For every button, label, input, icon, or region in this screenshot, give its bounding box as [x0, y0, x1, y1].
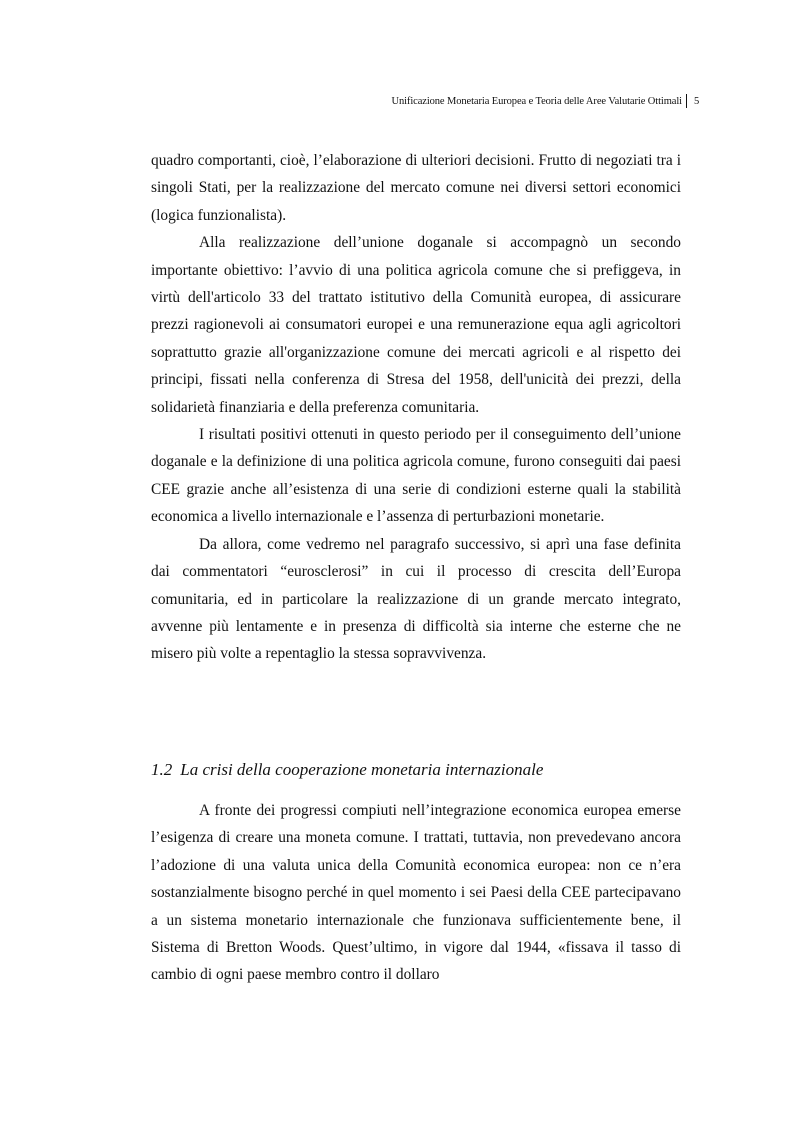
paragraph: Alla realizzazione dell’unione doganale si accompagnò un secondo importante obiettivo: l’avvio di una politica agricola comune che si prefiggeva, in virtù dell'articolo 33 del trattato istitutivo della Comunità europea, di assicurare prezzi ragionevoli ai consumatori europei e una remunerazione equa agli agricoltori soprattutto grazie all'organizzazione comune dei mercati agricoli e al rispetto dei principi, fissati nella conferenza di Stresa del 1958, dell'unicità dei prezzi, della solidarietà finanziaria e della preferenza comunitaria.	[151, 234, 681, 416]
paragraph: Da allora, come vedremo nel paragrafo successivo, si aprì una fase definita dai commentatori “eurosclerosi” in cui il processo di crescita dell’Europa comunitaria, ed in particolare la realizzazione di un grande mercato integrato, avvenne più lentamente e in presenza di difficoltà sia interne che esterne che ne misero più volte a repentaglio la stessa sopravvivenza.	[151, 535, 681, 663]
body-text	[151, 147, 681, 668]
section-heading	[151, 757, 681, 783]
section-body-text	[151, 797, 681, 989]
header-divider	[686, 94, 687, 108]
running-header: Unificazione Monetaria Europea e Teoria delle Aree Valutarie Ottimali	[391, 96, 682, 107]
paragraph: I risultati positivi ottenuti in questo periodo per il conseguimento dell’unione doganale e la definizione di una politica agricola comune, furono conseguiti dai paesi CEE grazie anche all’esistenza di una serie di condizioni esterne quali la stabilità economica a livello internazionale e l’assenza di perturbazioni monetarie.	[151, 426, 681, 526]
paragraph: A fronte dei progressi compiuti nell’integrazione economica europea emerse l’esigenza di creare una moneta comune. I trattati, tuttavia, non prevedevano ancora l’adozione di una valuta unica della Comunità economica europea: non ce n’era sostanzialmente bisogno perché in quel momento i sei Paesi della CEE partecipavano a un sistema monetario internazionale che funzionava sufficientemente bene, il Sistema di Bretton Woods. Quest’ultimo, in vigore dal 1944, «fissava il tasso di cambio di ogni paese membro contro il dollaro	[151, 802, 681, 984]
section-title: La crisi della cooperazione monetaria internazionale	[180, 760, 544, 779]
section-number: 1.2	[151, 760, 173, 779]
page-number: 5	[694, 96, 700, 107]
paragraph: quadro comportanti, cioè, l’elaborazione di ulteriori decisioni. Frutto di negoziati tra i singoli Stati, per la realizzazione del mercato comune nei diversi settori economici (logica funzionalista).	[151, 152, 681, 224]
